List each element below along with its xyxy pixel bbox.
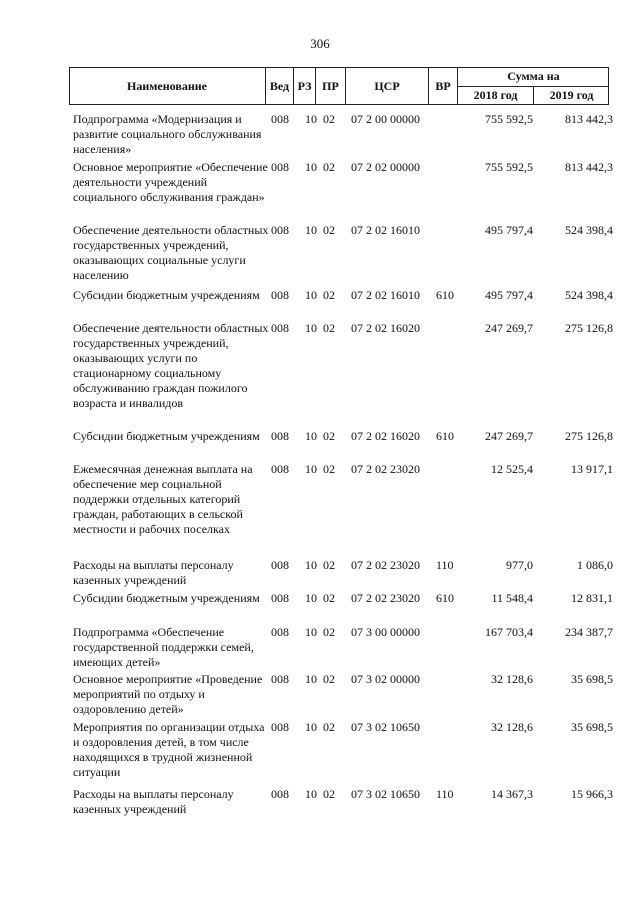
row-name: Подпрограмма «Модернизация и развитие социального обслуживания населения» [73, 112, 262, 156]
row-ved: 008 [271, 672, 289, 686]
row-rz: 10 [305, 223, 317, 237]
row-amount-2019: 35 698,5 [571, 672, 613, 686]
header-name: Наименование [127, 78, 207, 93]
row-ved: 008 [271, 787, 289, 801]
row-rz: 10 [305, 462, 317, 476]
row-pr: 02 [323, 558, 335, 572]
row-amount-2019: 813 442,3 [565, 112, 613, 126]
row-csr: 07 3 02 10650 [351, 720, 420, 734]
row-amount-2019: 35 698,5 [571, 720, 613, 734]
row-ved: 008 [271, 429, 289, 443]
row-amount-2018: 32 128,6 [491, 720, 533, 734]
header-sum: Сумма на [457, 67, 609, 86]
header-year-2018: 2018 год [457, 86, 533, 105]
row-amount-2018: 495 797,4 [485, 288, 533, 302]
row-csr: 07 2 02 23020 [351, 558, 420, 572]
row-name: Расходы на выплаты персоналу казенных учреждений [73, 787, 234, 816]
row-amount-2018: 11 548,4 [491, 591, 533, 605]
row-amount-2019: 813 442,3 [565, 160, 613, 174]
row-amount-2019: 275 126,8 [565, 429, 613, 443]
row-pr: 02 [323, 429, 335, 443]
row-name: Субсидии бюджетным учреждениям [73, 288, 260, 302]
row-ved: 008 [271, 462, 289, 476]
header-divider [457, 86, 609, 87]
row-amount-2018: 755 592,5 [485, 112, 533, 126]
row-name: Основное мероприятие «Обеспечение деятельности учреждений социального обслуживания граждан» [73, 160, 268, 204]
row-amount-2018: 247 269,7 [485, 429, 533, 443]
row-vr: 110 [436, 558, 454, 572]
row-pr: 02 [323, 160, 335, 174]
row-rz: 10 [305, 558, 317, 572]
row-vr: 610 [436, 288, 454, 302]
row-amount-2019: 13 917,1 [571, 462, 613, 476]
row-pr: 02 [323, 720, 335, 734]
row-name: Основное мероприятие «Проведение мероприятий по отдыху и оздоровлению детей» [73, 672, 263, 716]
row-vr: 110 [436, 787, 454, 801]
row-amount-2019: 524 398,4 [565, 288, 613, 302]
row-csr: 07 2 02 23020 [351, 591, 420, 605]
row-csr: 07 2 02 16020 [351, 429, 420, 443]
row-amount-2018: 12 525,4 [491, 462, 533, 476]
row-ved: 008 [271, 223, 289, 237]
row-csr: 07 2 02 16010 [351, 223, 420, 237]
row-amount-2019: 524 398,4 [565, 223, 613, 237]
row-rz: 10 [305, 288, 317, 302]
row-name: Субсидии бюджетным учреждениям [73, 429, 260, 443]
row-ved: 008 [271, 591, 289, 605]
row-ved: 008 [271, 160, 289, 174]
row-ved: 008 [271, 112, 289, 126]
row-pr: 02 [323, 591, 335, 605]
row-rz: 10 [305, 625, 317, 639]
page-number: 306 [310, 36, 330, 51]
header-ved: Вед [265, 67, 293, 105]
row-csr: 07 3 02 00000 [351, 672, 420, 686]
header-year-2019: 2019 год [533, 86, 609, 105]
row-amount-2018: 977,0 [506, 558, 533, 572]
header-vr: ВР [428, 67, 457, 105]
row-pr: 02 [323, 112, 335, 126]
row-csr: 07 2 02 16010 [351, 288, 420, 302]
row-pr: 02 [323, 321, 335, 335]
row-csr: 07 3 00 00000 [351, 625, 420, 639]
row-name: Ежемесячная денежная выплата на обеспечение мер социальной поддержки отдельных категорий граждан, работающих в сельской местности и рабочих поселках [73, 462, 253, 536]
row-rz: 10 [305, 160, 317, 174]
row-pr: 02 [323, 672, 335, 686]
row-pr: 02 [323, 462, 335, 476]
row-ved: 008 [271, 625, 289, 639]
row-rz: 10 [305, 591, 317, 605]
row-pr: 02 [323, 288, 335, 302]
row-amount-2019: 234 387,7 [565, 625, 613, 639]
header-rz: РЗ [293, 67, 315, 105]
row-rz: 10 [305, 672, 317, 686]
row-pr: 02 [323, 787, 335, 801]
row-rz: 10 [305, 787, 317, 801]
row-vr: 610 [436, 429, 454, 443]
row-csr: 07 2 02 23020 [351, 462, 420, 476]
row-rz: 10 [305, 720, 317, 734]
row-amount-2018: 14 367,3 [491, 787, 533, 801]
row-amount-2018: 167 703,4 [485, 625, 533, 639]
row-ved: 008 [271, 321, 289, 335]
row-pr: 02 [323, 223, 335, 237]
row-vr: 610 [436, 591, 454, 605]
row-rz: 10 [305, 429, 317, 443]
row-amount-2019: 12 831,1 [571, 591, 613, 605]
row-amount-2019: 1 086,0 [577, 558, 613, 572]
row-amount-2018: 32 128,6 [491, 672, 533, 686]
header-csr: ЦСР [345, 67, 428, 105]
row-rz: 10 [305, 112, 317, 126]
row-rz: 10 [305, 321, 317, 335]
row-name: Субсидии бюджетным учреждениям [73, 591, 260, 605]
row-ved: 008 [271, 720, 289, 734]
row-name: Обеспечение деятельности областных государственных учреждений, оказывающих услуги по стационарному социальному обслуживанию граждан пожилого возраста и инвалидов [73, 321, 269, 410]
row-name: Подпрограмма «Обеспечение государственной поддержки семей, имеющих детей» [73, 625, 254, 669]
header-pr: ПР [315, 67, 345, 105]
row-name: Расходы на выплаты персоналу казенных учреждений [73, 558, 234, 587]
row-amount-2018: 755 592,5 [485, 160, 533, 174]
row-amount-2019: 275 126,8 [565, 321, 613, 335]
row-csr: 07 3 02 10650 [351, 787, 420, 801]
row-name: Мероприятия по организации отдыха и оздоровления детей, в том числе находящихся в трудной жизненной ситуации [73, 720, 265, 779]
row-pr: 02 [323, 625, 335, 639]
row-ved: 008 [271, 288, 289, 302]
row-csr: 07 2 02 16020 [351, 321, 420, 335]
row-csr: 07 2 02 00000 [351, 160, 420, 174]
row-amount-2019: 15 966,3 [571, 787, 613, 801]
row-amount-2018: 495 797,4 [485, 223, 533, 237]
row-name: Обеспечение деятельности областных государственных учреждений, оказывающих социальные услуги населению [73, 223, 269, 282]
row-ved: 008 [271, 558, 289, 572]
row-csr: 07 2 00 00000 [351, 112, 420, 126]
row-amount-2018: 247 269,7 [485, 321, 533, 335]
